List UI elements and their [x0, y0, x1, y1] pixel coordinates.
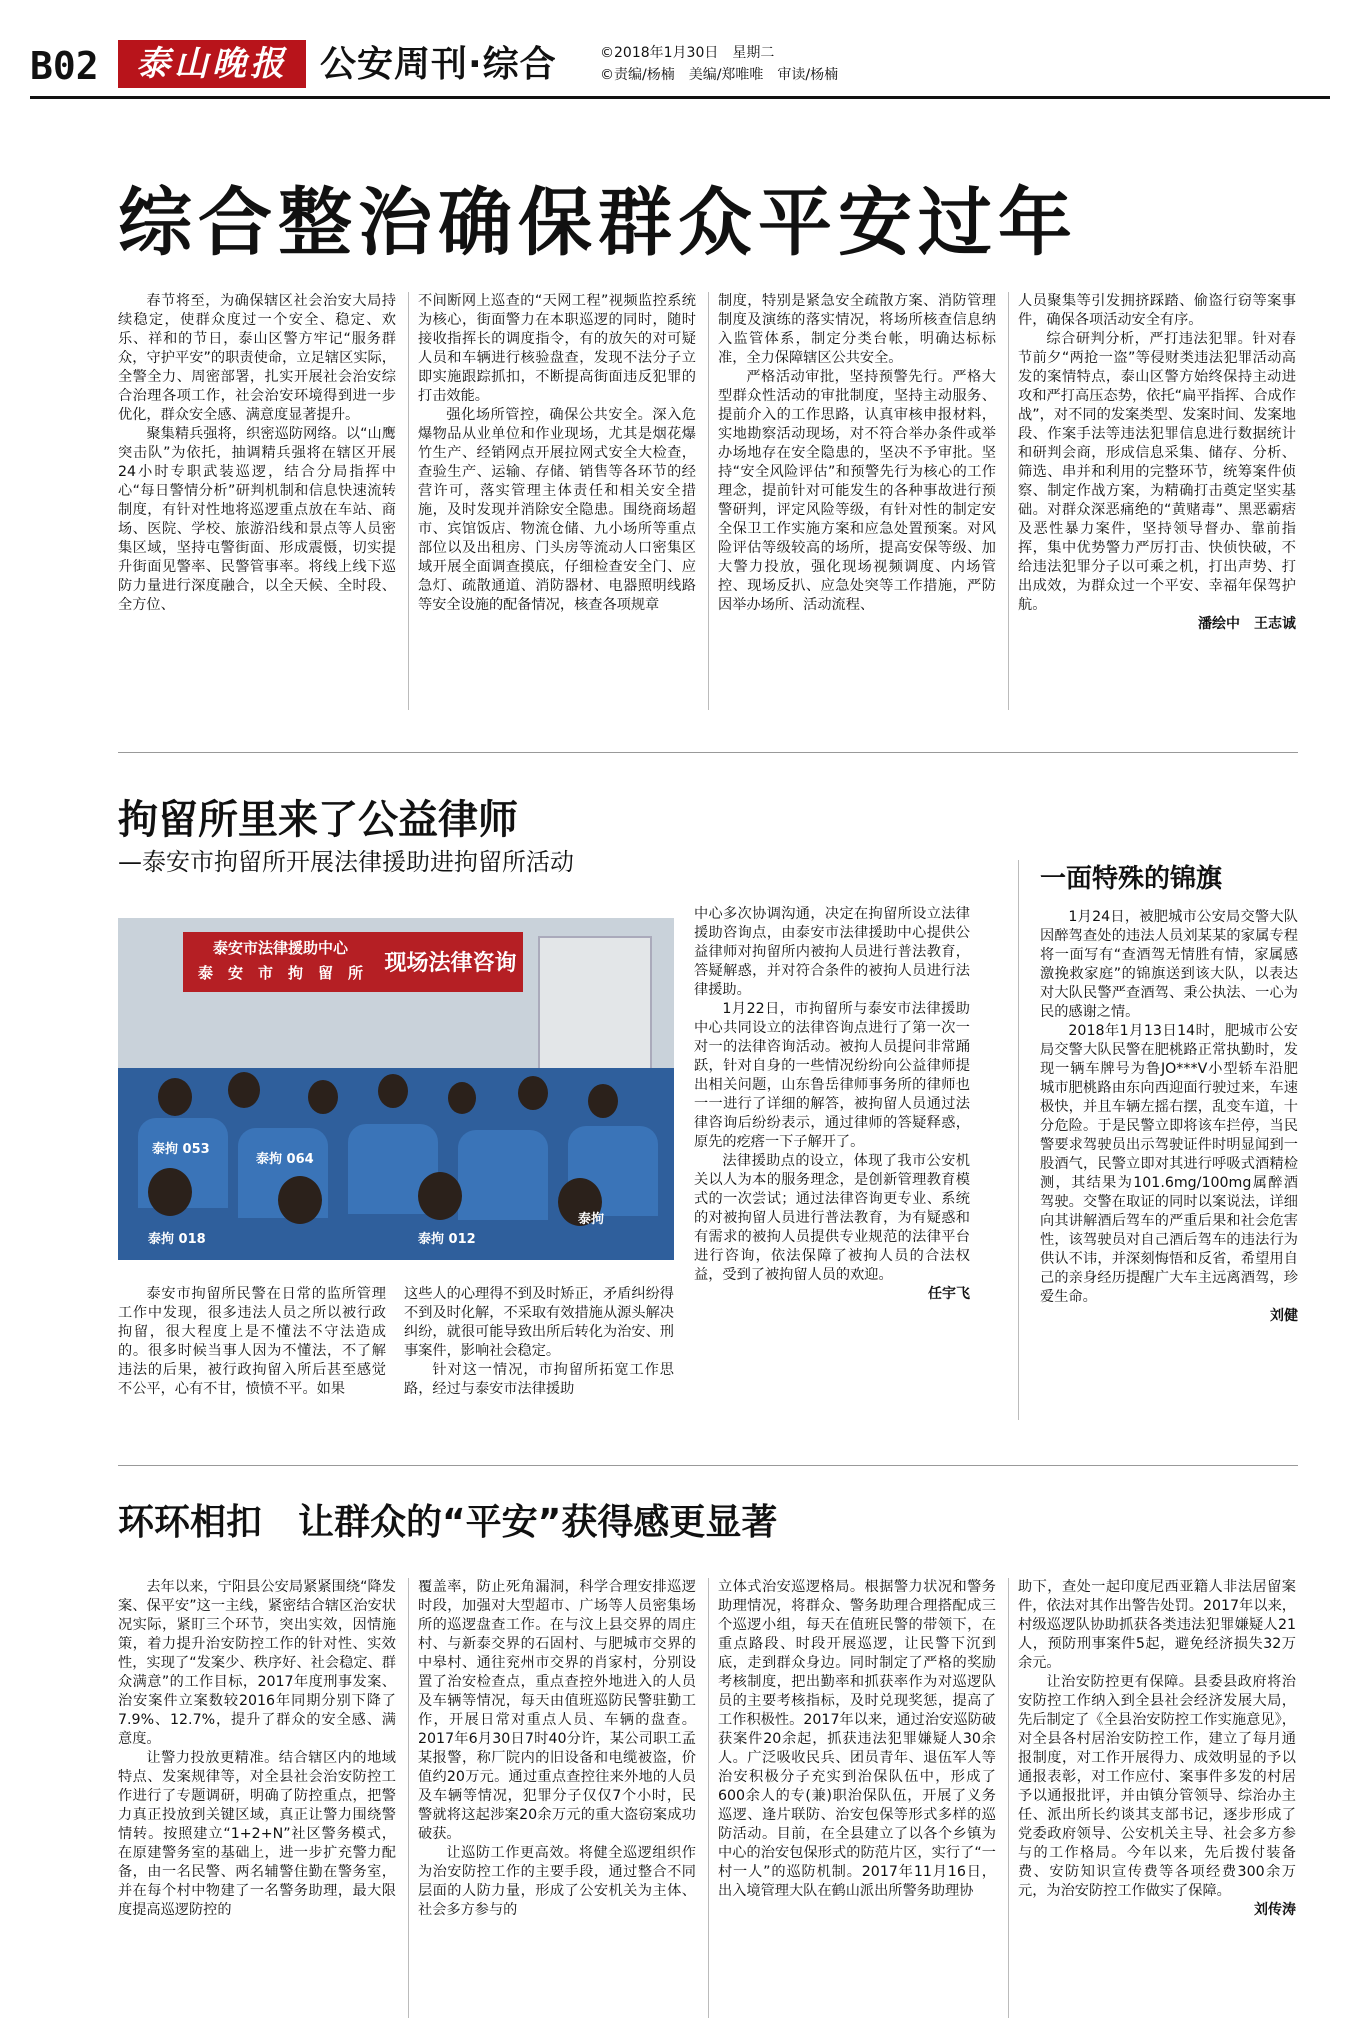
- section-divider: [118, 752, 1298, 753]
- column-divider: [1008, 1578, 1009, 2018]
- sidebar-body: [1040, 908, 1298, 1326]
- article1-column-1: [118, 292, 396, 615]
- article3-column-3: [718, 1578, 996, 1901]
- paragraph: 2018年1月13日14时，肥城市公安局交警大队民警在肥桃路正常执勤时，发现一辆车牌号为鲁JO***V小型轿车沿肥城市肥桃路由东向西迎面行驶过来，车速极快，并且车辆左摇右摆，乱变车道，十分危险。于是民警立即将该车拦停，当民警要求驾驶员出示驾驶证件时明显闻到一股酒气，民警立即对其进行呼吸式酒精检测，其结果为101.6mg/100mg属醉酒驾驶。交警在取证的同时以案说法，详细向其讲解酒后驾车的严重后果和社会危害性，该驾驶员对自己酒后驾车的违法行为供认不讳，并深刻悔悟和反省，希望用自己的亲身经历提醒广大车主远离酒驾，珍爱生命。: [1040, 1023, 1298, 1305]
- article3-column-4: [1018, 1578, 1296, 1920]
- paragraph: 1月22日，市拘留所与泰安市法律援助中心共同设立的法律咨询点进行了第一次一对一的法律咨询活动。被拘人员提问非常踊跃，针对自身的一些情况纷纷向公益律师提出相关问题，山东鲁岳律师事务所的律师也一一进行了详细的解答，被拘留人员通过法律咨询后纷纷表示，通过律师的答疑释惑，原先的疙瘩一下子解开了。: [694, 1001, 970, 1150]
- page-number: B02: [30, 44, 99, 88]
- article1-headline: 综合整治确保群众平安过年: [118, 180, 1078, 266]
- paragraph: 覆盖率，防止死角漏洞，科学合理安排巡逻时段，加强对大型超市、广场等人员密集场所的巡逻盘查工作。在与汶上县交界的周庄村、与新泰交界的石固村、与肥城市交界的中皋村、通往兖州市交界的肖家村，分别设置了治安检查点，重点查控外地进入的人员及车辆等情况，每天由值班巡防民警驻勤工作，开展日常对重点人员、车辆的盘查。2017年6月30日7时40分许，某公司职工孟某报警，称厂院内的旧设备和电缆被盗，价值约20万元。通过重点查控往来外地的人员及车辆等情况，犯罪分子仅仅7个小时，民警就将这起涉案20余万元的重大盗窃案成功破获。: [418, 1579, 696, 1842]
- paragraph: 强化场所管控，确保公共安全。深入危爆物品从业单位和作业现场，尤其是烟花爆竹生产、经销网点开展拉网式安全大检查，查验生产、运输、存储、销售等各环节的经营许可，落实管理主体责任和相关安全措施，及时发现并消除安全隐患。围绕商场超市、宾馆饭店、物流仓储、九小场所等重点部位以及出租房、门头房等流动人口密集区域开展全面调查摸底，仔细检查安全门、应急灯、疏散通道、消防器材、电器照明线路等安全设施的配备情况，核查各项规章: [418, 407, 696, 613]
- issue-meta: [600, 42, 838, 86]
- sidebar-byline: 刘健: [1270, 1308, 1298, 1324]
- sidebar-divider: [1018, 860, 1019, 1420]
- date-line: ©2018年1月30日 星期二: [600, 45, 775, 61]
- article2-headline: 拘留所里来了公益律师: [118, 797, 518, 843]
- paragraph: 严格活动审批，坚持预警先行。严格大型群众性活动的审批制度，坚持主动服务、提前介入的工作思路，认真审核申报材料，实地勘察活动现场，对不符合举办条件或举办场地存在安全隐患的，坚决不予审批。坚持“安全风险评估”和预警先行为核心的工作理念，提前针对可能发生的各种事故进行预警研判，评定风险等级，有针对性的制定安全保卫工作实施方案和应急处置预案。对风险评估等级较高的场所，提高安保等级、加大警力投放，强化现场视频调度、内场管控、现场反扒、应急处突等工作措施，严防因举办场所、活动流程、: [718, 369, 996, 613]
- article2-right-column: [694, 905, 970, 1304]
- editors-line: ©责编/杨楠 美编/郑唯唯 审读/杨楠: [600, 67, 839, 83]
- section-divider: [118, 1465, 1298, 1466]
- newspaper-logo: 泰山晚报: [118, 40, 306, 88]
- section-title: 公安周刊·综合: [320, 44, 557, 85]
- article1-byline: 潘绘中 王志诚: [1198, 616, 1296, 632]
- article2-bottom-left: [118, 1285, 386, 1399]
- paragraph: 法律援助点的设立，体现了我市公安机关以人为本的服务理念，是创新管理教育模式的一次尝试；通过法律咨询更专业、系统的对被拘留人员进行普法教育，为有疑惑和有需求的被拘人员提供专业规范的法律平台进行咨询，依法保障了被拘人员的合法权益，受到了被拘留人员的欢迎。: [694, 1153, 970, 1283]
- column-divider: [1008, 292, 1009, 710]
- article2-photo: [118, 918, 674, 1260]
- paragraph: 不间断网上巡查的“天网工程”视频监控系统为核心，街面警力在本职巡逻的同时，随时接收指挥长的调度指令，有的放矢的对可疑人员和车辆进行核验盘查，发现不法分子立即实施跟踪抓扣，不断提高街面违反犯罪的打击效能。: [418, 293, 696, 404]
- article3-headline: 环环相扣 让群众的“平安”获得感更显著: [118, 1502, 778, 1543]
- photo-banner: [183, 932, 523, 992]
- article1-column-3: [718, 292, 996, 615]
- article3-column-2: [418, 1578, 696, 1920]
- article3-column-1: [118, 1578, 396, 1920]
- column-divider: [708, 292, 709, 710]
- column-divider: [408, 292, 409, 710]
- shirt-label: 泰拘 053: [152, 1142, 210, 1157]
- shirt-label: 泰拘: [578, 1212, 605, 1227]
- masthead: [30, 40, 1330, 96]
- paragraph: 1月24日，被肥城市公安局交警大队因醉驾查处的违法人员刘某某的家属专程将一面写有“查酒驾无情胜有情，家属感激挽救家庭”的锦旗送到该大队，以表达对大队民警严查酒驾、秉公执法、一心为民的感谢之情。: [1040, 909, 1298, 1020]
- paragraph: 这些人的心理得不到及时矫正，矛盾纠纷得不到及时化解，不采取有效措施从源头解决纠纷，就很可能导致出所后转化为治安、刑事案件，影响社会稳定。: [404, 1286, 674, 1359]
- paragraph: 让警力投放更精准。结合辖区内的地域特点、发案规律等，对全县社会治安防控工作进行了专题调研，明确了防控重点，把警力真正投放到关键区域，真正让警力围绕警情转。按照建立“1+2+N”社区警务模式，在原建警务室的基础上，进一步扩充警力配备，由一名民警、两名辅警住勤在警务室，并在每个村中物建了一名警务助理，最大限度提高巡逻防控的: [118, 1750, 396, 1918]
- paragraph: 泰安市拘留所民警在日常的监所管理工作中发现，很多违法人员之所以被行政拘留，很大程度上是不懂法不守法造成的。很多时候当事人因为不懂法，不了解违法的后果，被行政拘留入所后甚至感觉不公平，心有不甘，愤愤不平。如果: [118, 1286, 386, 1397]
- paragraph: 制度，特别是紧急安全疏散方案、消防管理制度及演练的落实情况，将场所核查信息纳入监管体系，制定分类台帐，明确达标标准，全力保障辖区公共安全。: [718, 293, 996, 366]
- article1-column-4: [1018, 292, 1296, 634]
- column-divider: [408, 1578, 409, 2018]
- photo-crowd: [118, 1068, 674, 1260]
- paragraph: 春节将至，为确保辖区社会治安大局持续稳定，使群众度过一个安全、稳定、欢乐、祥和的节日，泰山区警方牢记“服务群众，守护平安”的职责使命，立足辖区实际，全警全力、周密部署，扎实开展社会治安综合治理各项工作，社会治安环境得到进一步优化，群众安全感、满意度显著提升。: [118, 293, 396, 423]
- paragraph: 针对这一情况，市拘留所拓宽工作思路，经过与泰安市法律援助: [404, 1362, 674, 1397]
- paragraph: 助下，查处一起印度尼西亚籍人非法居留案件，依法对其作出警告处罚。2017年以来，村级巡逻队协助抓获各类违法犯罪嫌疑人21人，预防刑事案件5起，避免经济损失32万余元。: [1018, 1579, 1296, 1671]
- column-divider: [708, 1578, 709, 2018]
- paragraph: 让巡防工作更高效。将健全巡逻组织作为治安防控工作的主要手段，通过整合不同层面的人防力量，形成了公安机关为主体、社会多方参与的: [418, 1845, 696, 1918]
- paragraph: 聚集精兵强将，织密巡防网络。以“山鹰突击队”为依托，抽调精兵强将在辖区开展24小时专职武装巡逻，结合分局指挥中心“每日警情分析”研判机制和信息快速流转制度，有针对性地将巡逻重点放在车站、商场、医院、学校、旅游沿线和景点等人员密集区域，坚持屯警街面、形成震慑，切实提升街面见警率、民警管事率。将线上线下巡防力量进行深度融合，以全天候、全时段、全方位、: [118, 426, 396, 613]
- article2-bottom-mid: [404, 1285, 674, 1399]
- photo-door: [538, 936, 652, 1070]
- paragraph: 人员聚集等引发拥挤踩踏、偷盗行窃等案事件，确保各项活动安全有序。: [1018, 293, 1296, 328]
- paragraph: 立体式治安巡逻格局。根据警力状况和警务助理情况，将群众、警务助理合理搭配成三个巡逻小组，每天在值班民警的带领下，在重点路段、时段开展巡逻，让民警下沉到底，走到群众身边。同时制定了严格的奖励考核制度，把出勤率和抓获率作为对巡逻队员的主要考核指标，及时兑现奖惩，提高了工作积极性。2017年以来，通过治安巡防破获案件20余起，抓获违法犯罪嫌疑人30余人。广泛吸收民兵、团员青年、退伍军人等治安积极分子充实到治保队伍中，形成了600余人的专(兼)职治保队伍，开展了义务巡逻、逢片联防、治安包保等形式多样的巡防活动。目前，在全县建立了以各个乡镇为中心的治安包保形式的防范片区，实行了“一村一人”的巡防机制。2017年11月16日，出入境管理大队在鹤山派出所警务助理协: [718, 1579, 996, 1899]
- shirt-label: 泰拘 018: [148, 1232, 206, 1247]
- article2-byline: 任宇飞: [928, 1286, 970, 1302]
- article1-column-2: [418, 292, 696, 615]
- paragraph: 综合研判分析，严打违法犯罪。针对春节前夕“两抢一盗”等侵财类违法犯罪活动高发的案情特点，泰山区警方始终保持主动进攻和严打高压态势，依托“扁平指挥、合成作战”，对不同的发案类型、发案时间、发案地段、作案手法等违法犯罪信息进行数据统计和研判会商，形成信息采集、储存、分析、筛选、串并和利用的完整环节，统筹案件侦察、制定作战方案，为精确打击奠定坚实基础。对群众深恶痛绝的“黄赌毒”、黑恶霸痞及恶性暴力案件，坚持领导督办、靠前指挥，集中优势警力严厉打击、快侦快破，不给违法犯罪分子以可乘之机，打出声势、打出成效，为群众过一个平安、幸福年保驾护航。: [1018, 331, 1296, 613]
- masthead-rule: [30, 96, 1330, 99]
- shirt-label: 泰拘 064: [256, 1152, 314, 1167]
- paragraph: 让治安防控更有保障。县委县政府将治安防控工作纳入到全县社会经济发展大局，先后制定了《全县治安防控工作实施意见》，对全县各村居治安防控工作，建立了每月通报制度，对工作开展得力、成效明显的予以通报表彰，对工作应付、案事件多发的村居予以通报批评，并由镇分管领导、综治办主任、派出所长约谈其支部书记，逐步形成了党委政府领导、公安机关主导、社会多方参与的工作格局。今年以来，先后拨付装备费、安防知识宣传费等各项经费300余万元，为治安防控工作做实了保障。: [1018, 1674, 1296, 1899]
- paragraph: 中心多次协调沟通，决定在拘留所设立法律援助咨询点，由泰安市法律援助中心提供公益律师对拘留所内被拘人员进行普法教育，答疑解惑，并对符合条件的被拘人员进行法律援助。: [694, 906, 970, 998]
- banner-right: 现场法律咨询: [384, 951, 517, 976]
- banner-line-2: 泰 安 市 拘 留 所: [197, 964, 363, 982]
- shirt-label: 泰拘 012: [418, 1232, 476, 1247]
- paragraph: 去年以来，宁阳县公安局紧紧围绕“降发案、保平安”这一主线，紧密结合辖区治安状况实际，紧盯三个环节，突出实效，因情施策，着力提升治安防控工作的针对性、实效性，实现了“发案少、秩序好、社会稳定、群众满意”的工作目标，2017年度刑事发案、治安案件立案数较2016年同期分别下降了7.9%、12.7%，提升了群众的安全感、满意度。: [118, 1579, 396, 1747]
- article2-subheadline: —泰安市拘留所开展法律援助进拘留所活动: [118, 848, 574, 876]
- banner-line-1: 泰安市法律援助中心: [212, 939, 348, 957]
- article3-byline: 刘传涛: [1254, 1902, 1296, 1918]
- sidebar-title: 一面特殊的锦旗: [1040, 864, 1223, 894]
